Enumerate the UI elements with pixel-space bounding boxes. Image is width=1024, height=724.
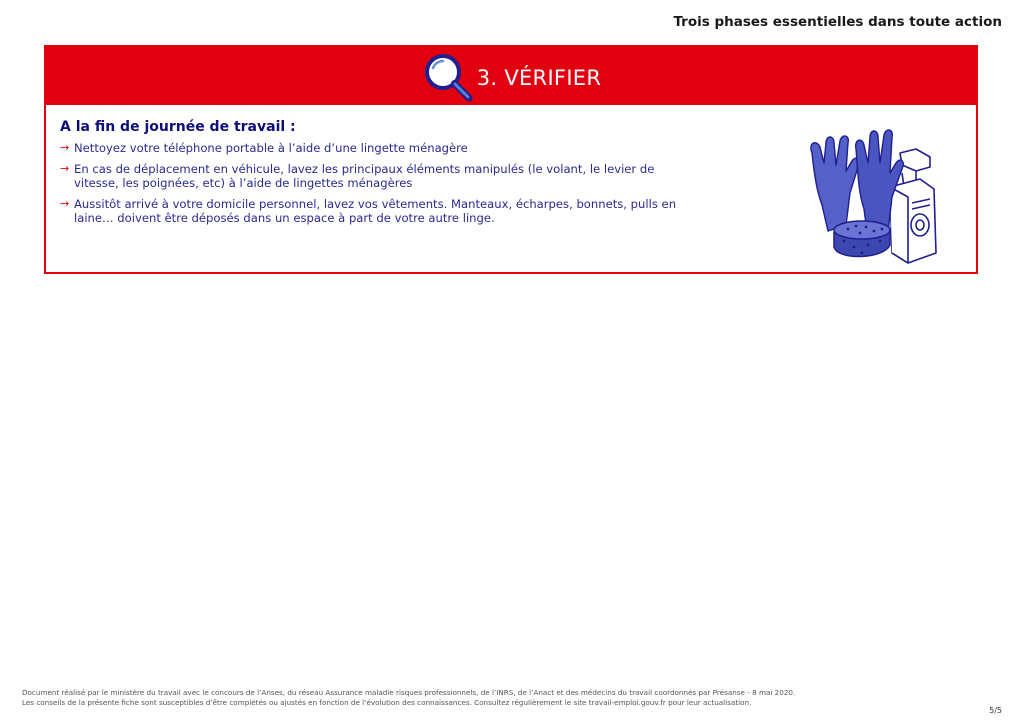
section-banner xyxy=(46,47,976,105)
advice-item xyxy=(60,162,680,191)
advice-item-text: Aussitôt arrivé à votre domicile personnel, lavez vos vêtements. Manteaux, écharpes, bonnets, pulls en laine… doivent être déposés dans un espace à part de votre autre linge. xyxy=(74,196,677,225)
arrow-right-icon: → xyxy=(60,161,70,175)
advice-list xyxy=(60,141,680,226)
arrow-right-icon: → xyxy=(60,141,70,154)
advice-item-text: En cas de déplacement en véhicule, lavez les principaux éléments manipulés (le volant, le levier de vitesse, les poignées, etc) à l’aide de lingettes ménagères xyxy=(74,161,655,190)
advice-item xyxy=(60,197,680,226)
advice-item xyxy=(60,141,680,156)
page-header-title: Trois phases essentielles dans toute action xyxy=(673,14,1002,30)
section-title: 3. VÉRIFIER xyxy=(476,66,602,90)
verify-section xyxy=(44,45,978,274)
page-number: 5/5 xyxy=(989,706,1002,715)
arrow-right-icon: → xyxy=(60,196,70,210)
content-heading: A la fin de journée de travail : xyxy=(60,119,296,135)
section-content xyxy=(60,119,680,232)
footer-notes xyxy=(22,688,922,708)
magnifier-icon xyxy=(421,50,475,104)
footer-line: Les conseils de la présente fiche sont susceptibles d’être complétés ou ajustés en fonction de l’évolution des connaissances. Consultez régulièrement le site travail-emploi.gouv.fr pour leur actualisation. xyxy=(22,698,752,707)
gloves-sponge-spray-illustration xyxy=(798,113,948,273)
footer-line: Document réalisé par le ministère du travail avec le concours de l’Anses, du réseau Assurance maladie risques professionnels, de l’INRS, de l’Anact et des médecins du travail coordonnés par Présanse - 8 mai 2020. xyxy=(22,688,796,697)
advice-item-text: Nettoyez votre téléphone portable à l’aide d’une lingette ménagère xyxy=(74,141,468,155)
